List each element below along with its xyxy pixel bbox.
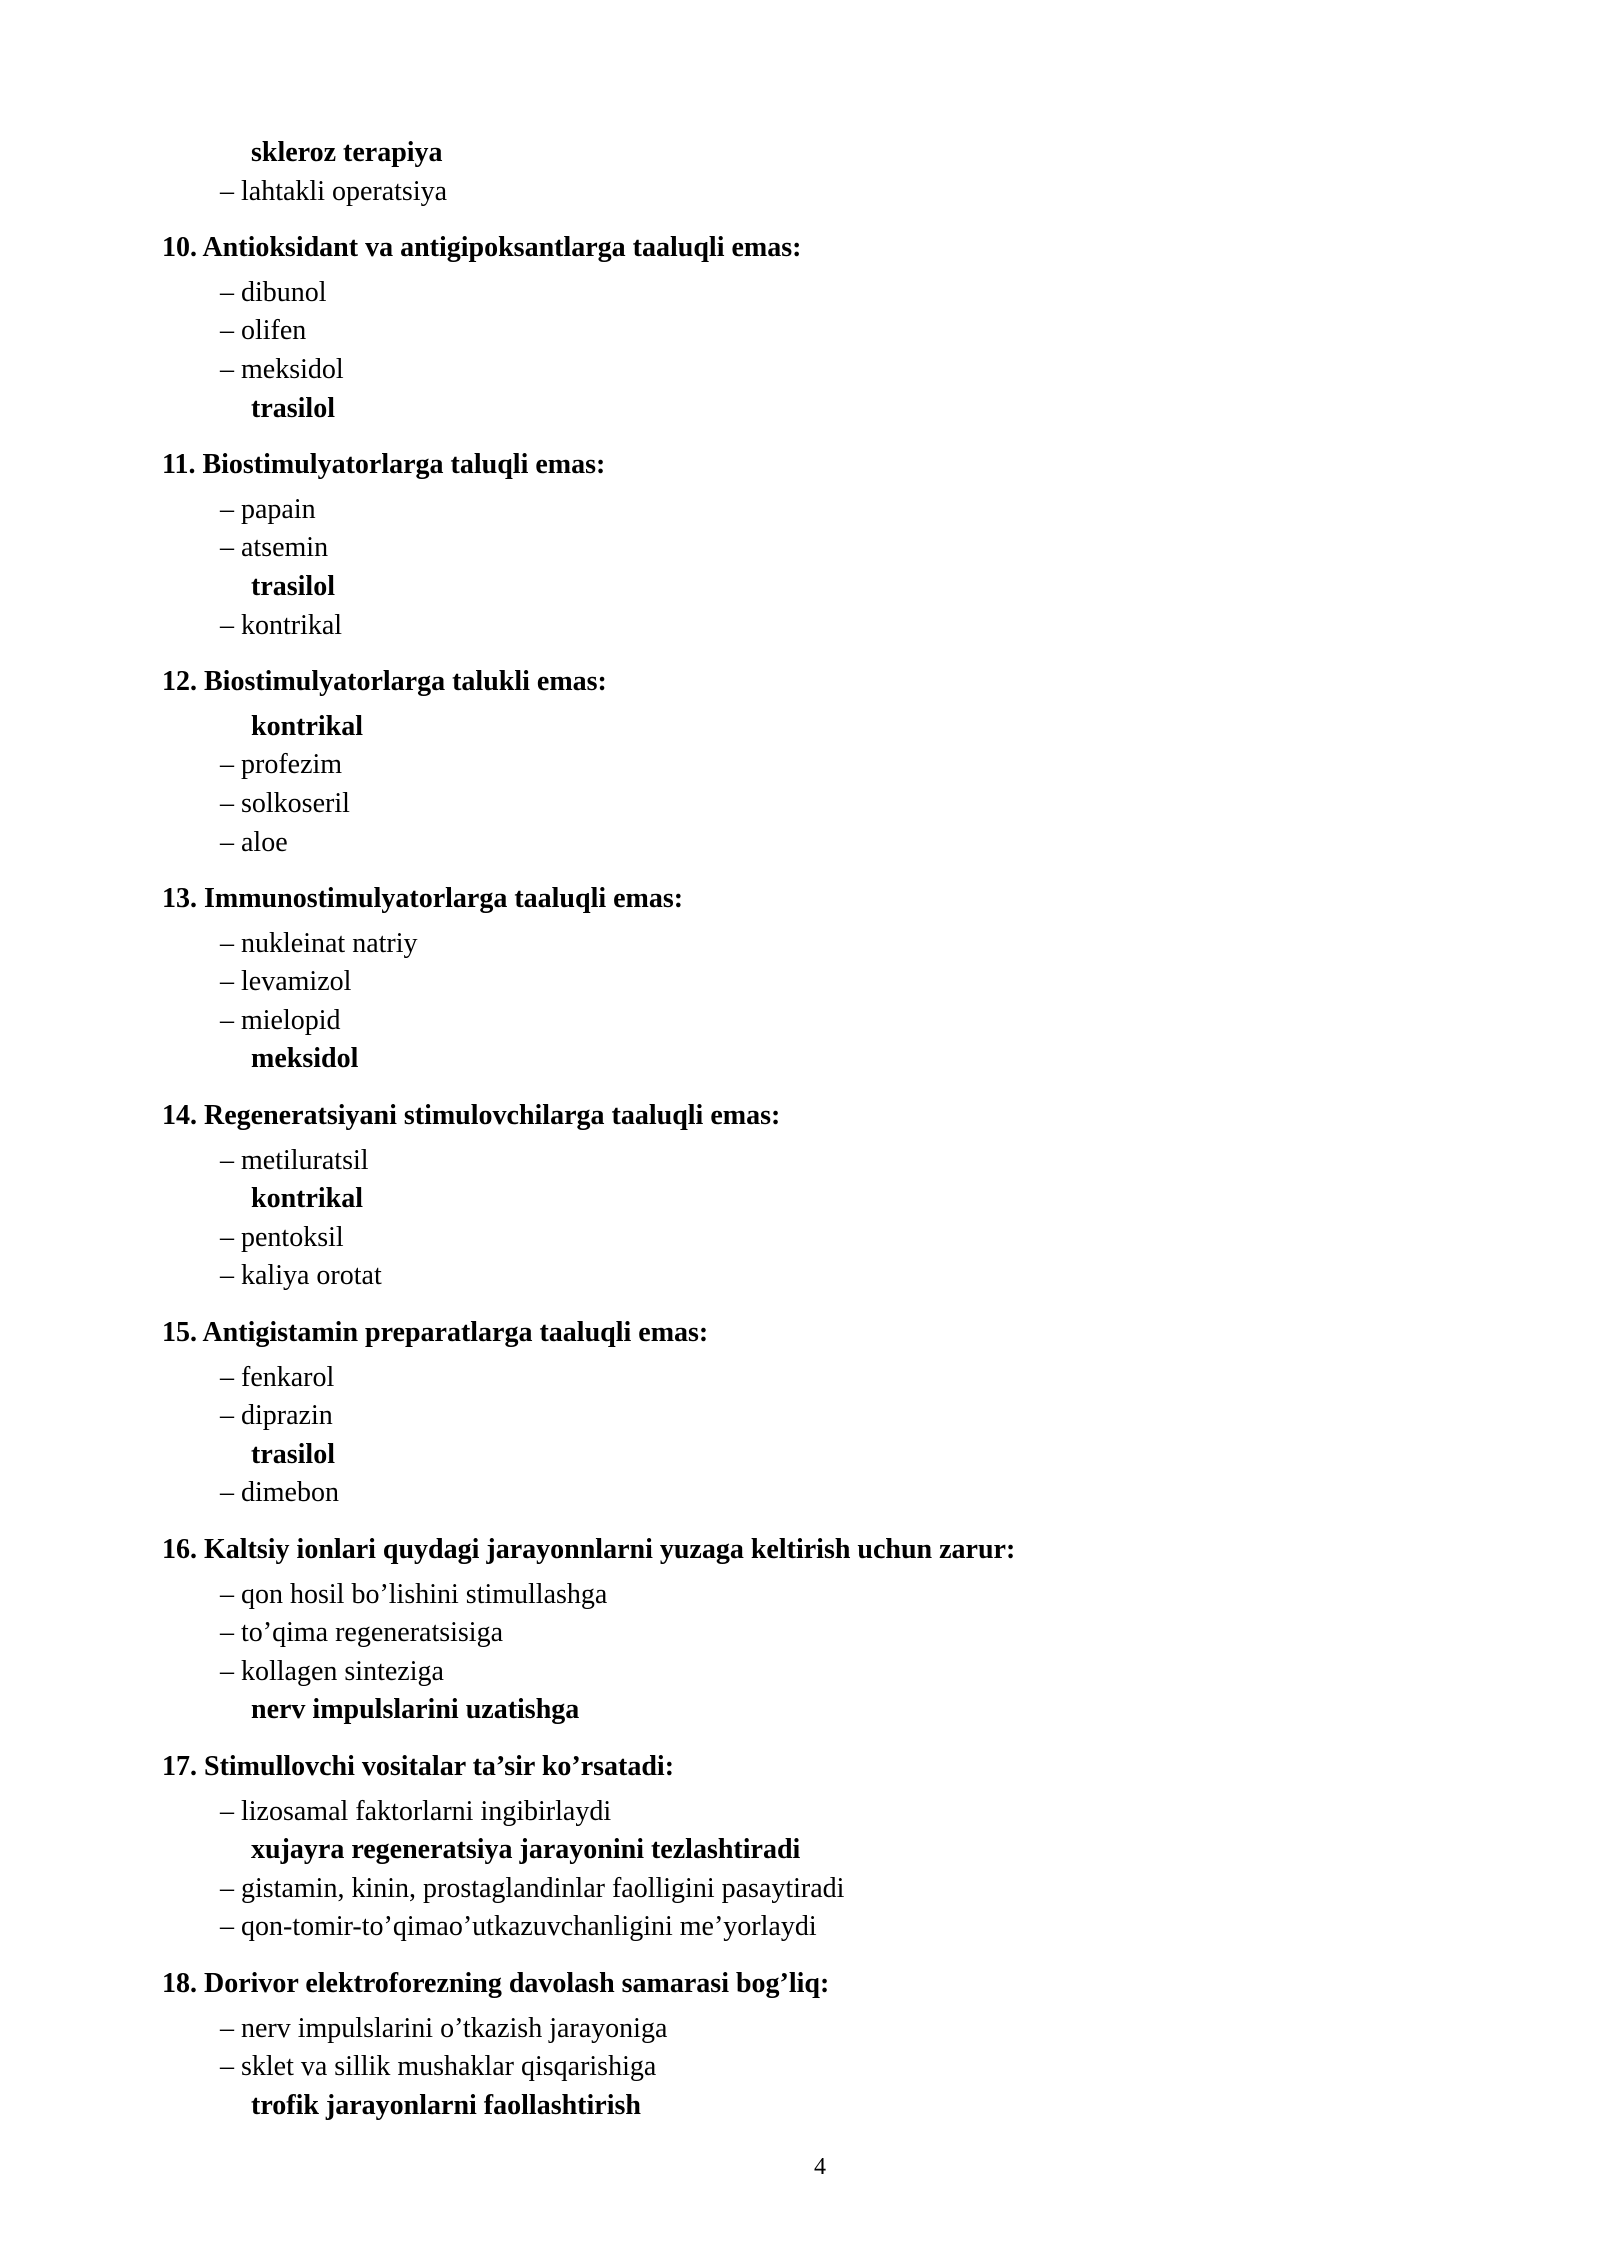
answer-option — [162, 274, 1462, 313]
correct-answer-option — [162, 568, 1462, 607]
correct-answer-option — [162, 1691, 1462, 1730]
question-block — [162, 1097, 1462, 1296]
option-text: profezim — [241, 749, 343, 781]
correct-answer-option — [162, 1040, 1462, 1079]
option-text: fenkarol — [241, 1361, 335, 1393]
answer-option — [162, 1576, 1462, 1615]
question-block — [162, 1965, 1462, 2125]
answer-option — [162, 1219, 1462, 1258]
answer-option — [162, 351, 1462, 390]
correct-answer-option — [162, 708, 1462, 747]
question-block — [162, 229, 1462, 428]
question-title: 15. Antigistamin preparatlarga taaluqli emas: — [162, 1317, 709, 1349]
answer-option — [162, 746, 1462, 785]
option-text: levamizol — [241, 966, 352, 998]
question-title: 17. Stimullovchi vositalar ta’sir ko’rsatadi: — [162, 1750, 675, 1782]
answer-option — [162, 1002, 1462, 1041]
option-dash: – — [220, 1400, 241, 1432]
answer-option — [162, 529, 1462, 568]
answer-option — [162, 1359, 1462, 1398]
option-text: nukleinat natriy — [241, 927, 418, 959]
answer-option — [162, 1793, 1462, 1832]
option-text: kontrikal — [251, 710, 364, 742]
question-title: 14. Regeneratsiyani stimulovchilarga taaluqli emas: — [162, 1100, 781, 1132]
option-text: kontrikal — [241, 609, 343, 641]
option-text: nerv impulslarini uzatishga — [251, 1694, 580, 1726]
option-text: qon hosil bo’lishini stimullashga — [241, 1578, 608, 1610]
option-dash: – — [220, 353, 241, 385]
option-dash: – — [220, 1144, 241, 1176]
option-dash: – — [220, 787, 241, 819]
option-text: solkoseril — [241, 787, 350, 819]
option-dash: – — [220, 1578, 241, 1610]
option-dash: – — [220, 493, 241, 525]
option-text: metiluratsil — [241, 1144, 369, 1176]
correct-answer-option — [162, 1436, 1462, 1475]
correct-answer-option — [162, 1831, 1462, 1870]
question-title: 10. Antioksidant va antigipoksantlarga taaluqli emas: — [162, 232, 802, 264]
option-dash: – — [220, 2051, 241, 2083]
answer-option — [162, 1614, 1462, 1653]
answer-option — [162, 963, 1462, 1002]
option-dash: – — [220, 1361, 241, 1393]
question-title: 16. Kaltsiy ionlari quydagi jarayonnlarni yuzaga keltirish uchun zarur: — [162, 1534, 1016, 1565]
option-dash: – — [220, 749, 241, 781]
option-dash: – — [220, 1795, 241, 1827]
option-text: meksidol — [241, 353, 344, 385]
option-dash: – — [220, 315, 241, 347]
answer-option — [162, 2010, 1462, 2049]
answer-option — [162, 312, 1462, 351]
option-dash: – — [220, 1004, 241, 1036]
answer-option — [162, 173, 1462, 212]
option-text: olifen — [241, 315, 307, 347]
option-text: dibunol — [241, 276, 327, 308]
question-block — [162, 880, 1462, 1079]
option-text: kollagen sinteziga — [241, 1655, 444, 1687]
correct-answer-option — [162, 390, 1462, 429]
option-text: sklet va sillik mushaklar qisqarishiga — [241, 2051, 657, 2083]
answer-option — [162, 925, 1462, 964]
option-dash: – — [220, 1655, 241, 1687]
answer-option — [162, 1908, 1462, 1947]
option-dash: – — [220, 532, 241, 564]
correct-answer-option — [162, 134, 1462, 173]
option-text: trasilol — [251, 570, 335, 602]
question-block — [162, 1314, 1462, 1513]
correct-answer-option — [162, 2087, 1462, 2126]
option-text: nerv impulslarini o’tkazish jarayoniga — [241, 2012, 668, 2044]
option-text: skleroz terapiya — [251, 137, 443, 168]
answer-option — [162, 1474, 1462, 1513]
question-title: 13. Immunostimulyatorlarga taaluqli emas: — [162, 883, 684, 915]
option-dash: – — [220, 966, 241, 998]
answer-option — [162, 1653, 1462, 1692]
option-text: pentoksil — [241, 1221, 344, 1253]
page-number: 4 — [814, 2154, 826, 2180]
option-text: kontrikal — [251, 1183, 364, 1215]
question-block — [162, 1748, 1462, 1947]
option-dash: – — [220, 1872, 241, 1904]
option-text: trasilol — [251, 392, 335, 424]
question-list — [162, 134, 1462, 2125]
answer-option — [162, 1257, 1462, 1296]
option-dash: – — [220, 609, 241, 641]
question-title: 12. Biostimulyatorlarga talukli emas: — [162, 666, 607, 698]
option-text: trofik jarayonlarni faollashtirish — [251, 2089, 641, 2121]
question-block — [162, 663, 1462, 862]
question-block — [162, 446, 1462, 645]
option-dash: – — [220, 276, 241, 308]
option-text: meksidol — [251, 1043, 359, 1075]
question-title: 11. Biostimulyatorlarga taluqli emas: — [162, 449, 606, 481]
option-text: gistamin, kinin, prostaglandinlar faolligini pasaytiradi — [241, 1872, 845, 1904]
option-text: lahtakli operatsiya — [241, 175, 448, 207]
option-dash: – — [220, 1911, 241, 1943]
option-text: papain — [241, 493, 316, 525]
option-text: lizosamal faktorlarni ingibirlaydi — [241, 1795, 612, 1827]
question-title: 18. Dorivor elektroforezning davolash samarasi bog’liq: — [162, 1967, 830, 1999]
option-dash: – — [220, 1477, 241, 1509]
option-text: xujayra regeneratsiya jarayonini tezlashtiradi — [251, 1834, 801, 1866]
option-dash: – — [220, 1260, 241, 1292]
option-text: qon-tomir-to’qimao’utkazuvchanligini me’yorlaydi — [241, 1911, 817, 1943]
option-text: diprazin — [241, 1400, 333, 1432]
option-dash: – — [220, 1617, 241, 1649]
option-dash: – — [220, 826, 241, 858]
question-block — [162, 1531, 1462, 1730]
answer-option — [162, 1397, 1462, 1436]
option-text: to’qima regeneratsisiga — [241, 1617, 504, 1649]
answer-option — [162, 1870, 1462, 1909]
option-text: kaliya orotat — [241, 1260, 382, 1292]
answer-option — [162, 785, 1462, 824]
answer-option — [162, 2048, 1462, 2087]
option-dash: – — [220, 175, 241, 207]
correct-answer-option — [162, 1180, 1462, 1219]
answer-option — [162, 607, 1462, 646]
continued-options — [162, 134, 1462, 211]
option-dash: – — [220, 1221, 241, 1253]
option-text: aloe — [241, 826, 288, 858]
option-dash: – — [220, 927, 241, 959]
option-dash: – — [220, 2012, 241, 2044]
option-text: atsemin — [241, 532, 329, 564]
option-text: mielopid — [241, 1004, 341, 1036]
answer-option — [162, 824, 1462, 863]
answer-option — [162, 1142, 1462, 1181]
option-text: dimebon — [241, 1477, 339, 1509]
option-text: trasilol — [251, 1438, 335, 1470]
answer-option — [162, 491, 1462, 530]
